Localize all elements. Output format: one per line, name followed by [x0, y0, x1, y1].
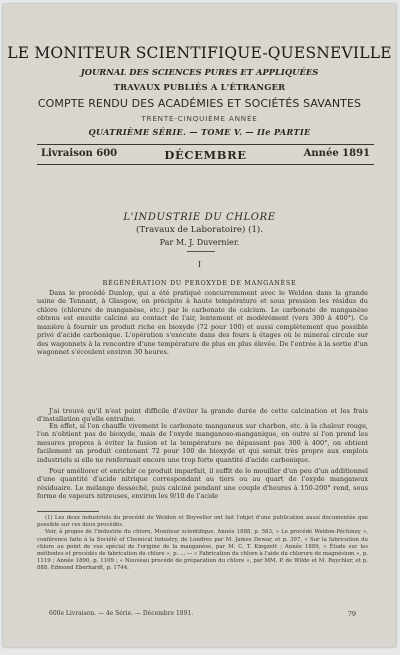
paragraph — [37, 422, 368, 464]
paragraph-text: Pour améliorer et enrichir ce produit imparfait, il suffit de le mouiller d'un peu d'un additionnel d'une quantité d'acide nitrique correspondant au tiers ou au quart de l'oxyde manganeux résiduaire. Le mélange desséché, puis calciné pendant une couple d'heures à 150-200° rend, sous forme de vapeurs nitreuses, environ les 9/10 de l'acide — [37, 467, 368, 501]
footnote: Voir, à propos de l'industrie du chlore, Moniteur scientifique, Année 1888, p. 583, » Le procédé Weldon-Péchiney », conférence faite à la Société of Chemical Industry, de Londres par M. James Dewar, et p. 397, » Sur la fabrication du chlore au point de vue spécial de l'origine de la manganèse, par M. C. T. Kingzett ; Année 1889, » Étude sur les méthodes et procédés de fabrication du chlore », p. ... — « Fabrication du chlore à l'aide du chlorure de magnésium », p. 1119 ; Année 1890, p. 1109 ; « Nouveau procédé de préparation du chlore », par MM. P. de Wilde et M. Reychler, et p. 888, Edmond Eberhardt, p. 1744. — [37, 529, 368, 572]
footnotes — [37, 515, 368, 573]
article-subtitle: (Travaux de Laboratoire) (1). — [135, 225, 264, 235]
paragraph-text: J'ai trouvé qu'il n'est point difficile d'éviter la grande durée de cette calcination et les frais d'installation qu'elle entraîne. — [37, 407, 368, 424]
month-label: DÉCEMBRE — [164, 148, 247, 162]
serie-line: QUATRIÈME SÉRIE. — TOME V. — IIe PARTIE — [88, 127, 311, 137]
journal-title: LE MONITEUR SCIENTIFIQUE-QUESNEVILLE — [7, 44, 392, 62]
issue-bar — [41, 148, 370, 164]
paragraph — [37, 289, 368, 357]
travaux-line: TRAVAUX PUBLIÉS A L'ÉTRANGER — [113, 82, 286, 92]
paragraph-text: En effet, si l'on chauffe vivement le carbonate manganeux sur charbon, etc. à la chaleur rouge, l'on n'obtient pas de bioxyde, mais de l'oxyde manganoso-manganique, en outre si l'on prend les mesures propres à éviter la fusion et la température ne dépassant pas 300 à 400°, on obtient facilement un produit contenant 72 pour 100 de bioxyde et qui serait très propre aux emplois industriels si elle ne renfermait encore une trop forte quantité d'acide carbonique. — [37, 422, 368, 464]
page-footer-info: 600e Livraison. — 4e Série. — Décembre 1891. — [49, 610, 194, 617]
footnote-divider — [37, 511, 99, 512]
section-title: RÉGÉNÉRATION DU PEROXYDE DE MANGANÈSE — [102, 279, 297, 287]
header-rule-bottom — [37, 164, 374, 165]
article-author: Par M. J. Duvernier. — [159, 238, 240, 247]
paragraph — [37, 467, 368, 501]
header-rule-top — [37, 144, 374, 145]
annee-line: TRENTE-CINQUIÈME ANNÉE — [141, 114, 258, 123]
page-number: 79 — [347, 610, 356, 618]
article-title: L'INDUSTRIE DU CHLORE — [123, 212, 276, 223]
journal-subtitle: JOURNAL DES SCIENCES PURES ET APPLIQUÉES — [80, 67, 319, 77]
document-page — [3, 4, 396, 647]
section-number: I — [197, 260, 202, 269]
paragraph-text: Dans le procédé Dunlop, qui a été pratiqué concurremment avec le Weldon dans la grande usine de Tennant, à Glasgow, on précipite à haute température et sous pression les résidus du chlore (chlorure de manganèse, etc.) par le carbonate de calcium. Le carbonate de manganèse obtenu est ensuite calciné au contact de l'air, lentement et modérément (vers 300 à 400°). Ce manière à fournir un produit riche en bioxyde (72 pour 100) et aussi complètement que possible privé d'acide carbonique. L'opération s'exécute dans des fours à étages où le minerai circule sur des wagonnets à la rencontre d'une température de plus en plus élevée. De l'entrée à la sortie d'un wagonnet s'écoulent environ 30 heures. — [37, 289, 368, 357]
footnote: (1) Les deux industriels du procédé de Weldon et Boyveller ont fait l'objet d'une publication aussi documentée que possible sur ces deux procédés. — [37, 515, 368, 529]
compte-rendu-line: COMPTE RENDU DES ACADÉMIES ET SOCIÉTÉS SAVANTES — [37, 97, 362, 110]
title-divider — [187, 251, 215, 252]
livraison-label: Livraison 600 — [41, 148, 118, 159]
year-label: Année 1891 — [303, 148, 370, 159]
